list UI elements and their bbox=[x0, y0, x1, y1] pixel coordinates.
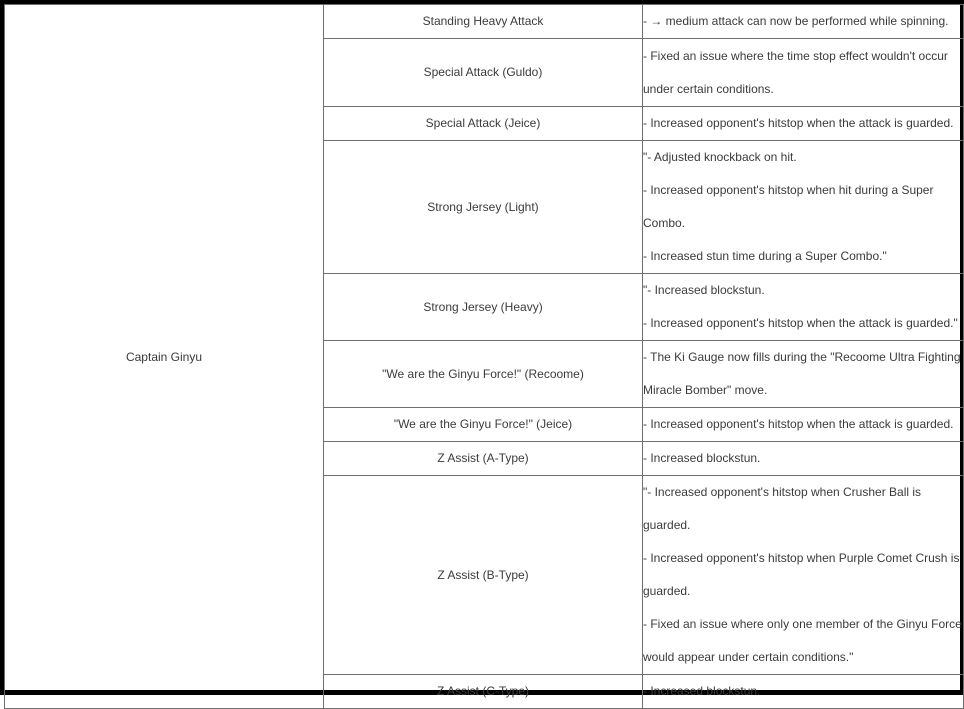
change-cell: "- Increased blockstun. - Increased opponent's hitstop when the attack is guarded." bbox=[643, 274, 964, 341]
change-cell: - The Ki Gauge now fills during the "Recoome Ultra Fighting Miracle Bomber" move. bbox=[643, 341, 964, 408]
change-cell: "- Adjusted knockback on hit. - Increased opponent's hitstop when hit during a Super Combo. - Increased stun time during a Super Combo." bbox=[643, 141, 964, 274]
change-cell: "- Increased opponent's hitstop when Crusher Ball is guarded. - Increased opponent's hitstop when Purple Comet Crush is guarded. - Fixed an issue where only one member of the Ginyu Force would appear under certain conditions." bbox=[643, 476, 964, 675]
move-cell: Special Attack (Guldo) bbox=[324, 39, 643, 107]
move-cell: Z Assist (B-Type) bbox=[324, 476, 643, 675]
move-cell: Z Assist (A-Type) bbox=[324, 442, 643, 476]
patch-notes-table bbox=[4, 4, 964, 709]
move-cell: Standing Heavy Attack bbox=[324, 5, 643, 39]
table-row bbox=[5, 5, 964, 39]
move-cell: Special Attack (Jeice) bbox=[324, 107, 643, 141]
move-cell: "We are the Ginyu Force!" (Jeice) bbox=[324, 408, 643, 442]
change-cell: - Fixed an issue where the time stop effect wouldn't occur under certain conditions. bbox=[643, 39, 964, 107]
change-cell: - Increased blockstun. bbox=[643, 442, 964, 476]
move-cell: Z Assist (C-Type) bbox=[324, 675, 643, 709]
change-cell: - → medium attack can now be performed while spinning. bbox=[643, 5, 964, 39]
move-cell: Strong Jersey (Light) bbox=[324, 141, 643, 274]
move-cell: "We are the Ginyu Force!" (Recoome) bbox=[324, 341, 643, 408]
change-cell: - Increased opponent's hitstop when the attack is guarded. bbox=[643, 107, 964, 141]
move-cell: Strong Jersey (Heavy) bbox=[324, 274, 643, 341]
change-cell: - Increased opponent's hitstop when the attack is guarded. bbox=[643, 408, 964, 442]
character-name-cell: Captain Ginyu bbox=[5, 5, 324, 709]
change-cell: - Increased blockstun. bbox=[643, 675, 964, 709]
